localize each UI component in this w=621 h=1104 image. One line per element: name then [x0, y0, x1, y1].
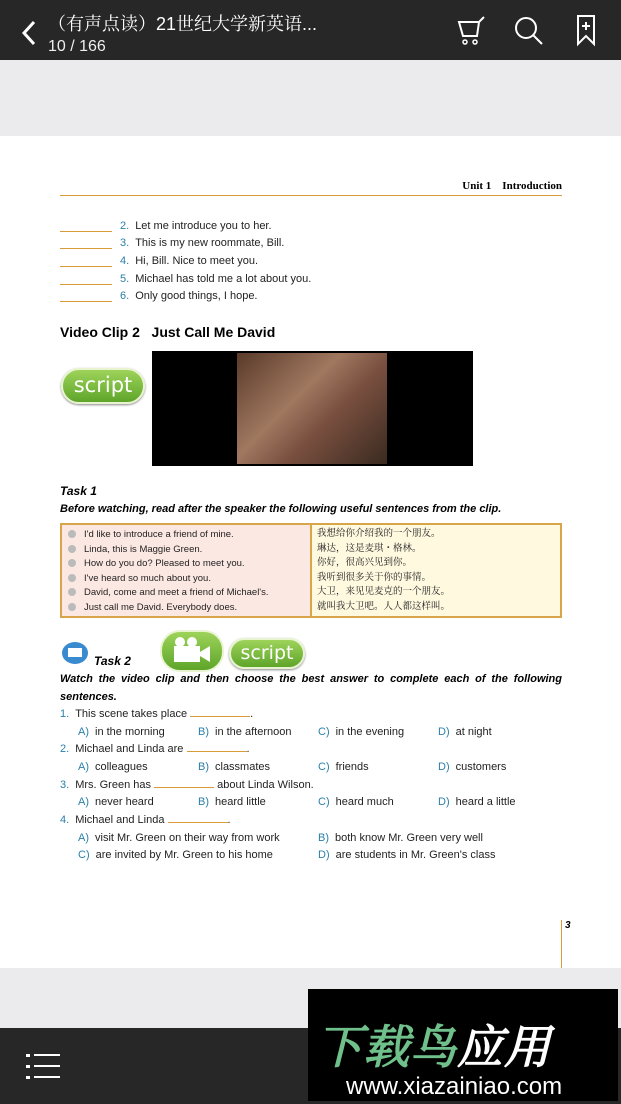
- search-icon[interactable]: [512, 14, 546, 48]
- option[interactable]: B) classmates: [198, 761, 271, 773]
- sentence-zh: 我想给你介绍我的一个朋友。: [317, 528, 441, 539]
- option[interactable]: A) never heard: [78, 796, 154, 808]
- audio-icon: [68, 559, 76, 567]
- option[interactable]: A) colleagues: [78, 761, 148, 773]
- task2-title: Task 2: [94, 654, 131, 668]
- option[interactable]: B) both know Mr. Green very well: [318, 832, 483, 844]
- option[interactable]: D) customers: [438, 761, 507, 773]
- header-rule: [60, 195, 562, 196]
- page-number: 3: [561, 920, 571, 968]
- audio-icon: [68, 530, 76, 538]
- sentence-en[interactable]: How do you do? Pleased to meet you.: [68, 557, 310, 572]
- question: 4. Michael and Linda .: [60, 814, 231, 826]
- document-page: [0, 136, 621, 968]
- question: 3. Mrs. Green has about Linda Wilson.: [60, 779, 314, 791]
- option[interactable]: B) heard little: [198, 796, 266, 808]
- task1-instruction: Before watching, read after the speaker the following useful sentences from the clip.: [60, 503, 502, 515]
- option[interactable]: D) at night: [438, 726, 492, 738]
- sentence-en[interactable]: I've heard so much about you.: [68, 572, 310, 587]
- sentence-zh: 我听到很多关于你的事情。: [317, 571, 432, 583]
- question: 1. This scene takes place .: [60, 708, 254, 720]
- task-icon: [60, 640, 90, 666]
- back-icon[interactable]: [18, 18, 42, 48]
- option[interactable]: C) friends: [318, 761, 369, 773]
- menu-list-icon[interactable]: [26, 1052, 60, 1082]
- sentence-en[interactable]: Linda, this is Maggie Green.: [68, 543, 310, 558]
- exercise-item: 4. Hi, Bill. Nice to meet you.: [60, 255, 258, 267]
- unit-header: Unit 1 Introduction: [462, 180, 562, 192]
- sentence-en[interactable]: David, come and meet a friend of Michael's.: [68, 586, 310, 601]
- book-title: （有声点读）21世纪大学新英语...: [48, 14, 318, 34]
- question: 2. Michael and Linda are .: [60, 743, 250, 755]
- option[interactable]: C) are invited by Mr. Green to his home: [78, 849, 273, 861]
- exercise-item: 6. Only good things, I hope.: [60, 290, 258, 302]
- option[interactable]: D) heard a little: [438, 796, 516, 808]
- option[interactable]: D) are students in Mr. Green's class: [318, 849, 496, 861]
- video-scene: [237, 353, 387, 464]
- option[interactable]: B) in the afternoon: [198, 726, 292, 738]
- sentence-zh: 大卫，来见见麦克的一个朋友。: [317, 586, 451, 597]
- audio-icon: [68, 545, 76, 553]
- sentence-zh: 琳达，这是麦琪・格林。: [317, 542, 422, 554]
- option[interactable]: A) in the morning: [78, 726, 165, 738]
- video-clip-title: Video Clip 2 Just Call Me David: [60, 324, 276, 340]
- page-indicator: 10 / 166: [48, 38, 106, 55]
- sentence-en[interactable]: Just call me David. Everybody does.: [68, 601, 310, 616]
- audio-icon: [68, 603, 76, 611]
- top-toolbar: [0, 0, 621, 60]
- sentence-zh: 你好，很高兴见到你。: [317, 557, 413, 568]
- watermark: 下载鸟应用 www.xiazainiao.com: [308, 989, 618, 1101]
- sentence-en[interactable]: I'd like to introduce a friend of mine.: [68, 528, 310, 543]
- chinese-translations: [312, 525, 560, 616]
- sentences-table: [60, 523, 562, 618]
- task2-script-button[interactable]: script: [229, 638, 305, 669]
- video-camera-button[interactable]: [160, 630, 224, 672]
- option[interactable]: C) heard much: [318, 796, 394, 808]
- english-sentences: [62, 525, 312, 616]
- bookmark-add-icon[interactable]: [570, 14, 604, 48]
- task1-title: Task 1: [60, 484, 97, 498]
- cart-icon[interactable]: [456, 14, 490, 48]
- option[interactable]: C) in the evening: [318, 726, 405, 738]
- video-camera-icon: [162, 632, 222, 670]
- sentence-zh: 就叫我大卫吧。人人都这样叫。: [317, 600, 451, 612]
- exercise-item: 2. Let me introduce you to her.: [60, 220, 272, 232]
- audio-icon: [68, 574, 76, 582]
- audio-icon: [68, 588, 76, 596]
- exercise-item: 3. This is my new roommate, Bill.: [60, 237, 284, 249]
- option[interactable]: A) visit Mr. Green on their way from work: [78, 832, 280, 844]
- video-thumbnail[interactable]: [152, 351, 473, 466]
- exercise-item: 5. Michael has told me a lot about you.: [60, 273, 311, 285]
- script-button[interactable]: script: [61, 368, 145, 404]
- task2-instruction: Watch the video clip and then choose the best answer to complete each of the following sentences.: [60, 673, 562, 703]
